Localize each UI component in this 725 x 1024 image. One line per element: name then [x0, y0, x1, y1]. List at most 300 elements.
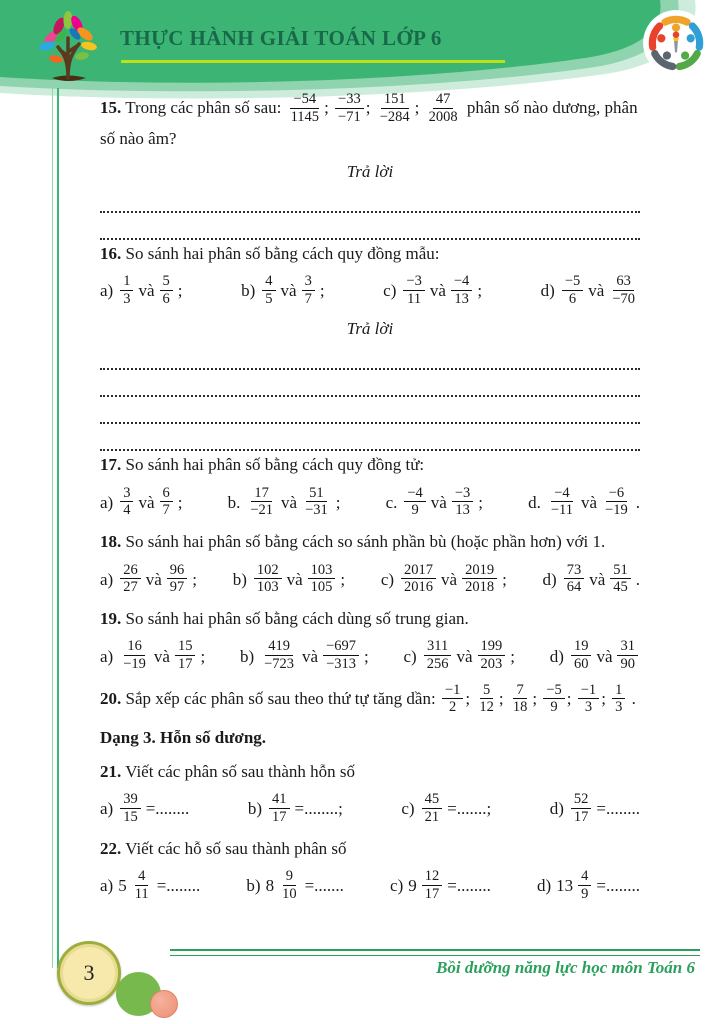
fraction: [424, 638, 452, 672]
option-label: a): [100, 799, 114, 819]
fraction: [426, 91, 461, 125]
fraction-numerator: 96: [167, 562, 188, 580]
fraction-denominator: 5: [265, 290, 273, 307]
option: [100, 639, 205, 673]
options-row: [100, 563, 640, 597]
text-run: So sánh hai phân số bằng cách quy đồng mẫu:: [125, 243, 440, 263]
fraction: [120, 638, 149, 672]
fraction-denominator: 7: [304, 290, 312, 307]
title-underline: [121, 60, 505, 63]
text-run: ;: [510, 646, 516, 666]
fraction-numerator: 5: [160, 273, 173, 291]
orange-circle-decoration: [150, 990, 178, 1018]
text-run: ;: [365, 98, 375, 118]
text-run: phân số nào dương, phân số nào âm?: [100, 98, 638, 149]
fraction-numerator: 52: [571, 791, 592, 809]
fraction-denominator: −31: [305, 502, 328, 519]
fraction-numerator: 6: [160, 485, 173, 503]
fraction-denominator: −11: [550, 502, 573, 519]
fraction-denominator: 7: [162, 502, 170, 519]
fraction-denominator: −723: [264, 656, 295, 673]
fraction-numerator: −4: [451, 273, 472, 291]
text-run: và: [138, 492, 155, 512]
option-label: b): [241, 281, 256, 301]
fraction-numerator: −5: [543, 682, 564, 700]
fraction-numerator: 3: [120, 485, 133, 503]
option-label: a): [100, 876, 114, 896]
text-run: và: [429, 281, 446, 301]
fraction-denominator: 6: [162, 290, 170, 307]
option-label: c): [390, 876, 404, 896]
fraction: [175, 638, 196, 672]
fraction: [578, 682, 599, 716]
fraction-denominator: 17: [573, 808, 589, 825]
fraction: [261, 638, 297, 672]
text-run: và: [138, 281, 155, 301]
text-run: ;: [465, 688, 475, 708]
fraction: [478, 638, 506, 672]
text-run: và: [596, 646, 613, 666]
fraction-numerator: 41: [269, 791, 290, 809]
fraction: [247, 485, 276, 519]
fraction-denominator: 9: [411, 502, 419, 519]
fraction-denominator: 2016: [404, 579, 434, 596]
content-area: [100, 92, 640, 912]
fraction-denominator: 9: [581, 885, 589, 902]
option: [541, 274, 640, 308]
exercise-paragraph: [100, 452, 640, 478]
fraction-numerator: 15: [175, 638, 196, 656]
option-label: c): [380, 569, 395, 589]
fraction: [269, 791, 290, 825]
fraction-denominator: 64: [566, 579, 582, 596]
text-run: ;: [414, 98, 424, 118]
options-row: [100, 486, 640, 520]
fraction: [422, 791, 443, 825]
text-run: và: [302, 646, 319, 666]
fraction: [617, 638, 638, 672]
fraction-numerator: −33: [335, 91, 364, 109]
option: [100, 274, 183, 308]
option-label: d): [540, 281, 555, 301]
fraction-numerator: 12: [422, 868, 443, 886]
exercise-paragraph: [100, 241, 640, 267]
fraction-denominator: 21: [424, 808, 440, 825]
fraction: [404, 485, 425, 519]
option: [401, 792, 491, 826]
text-run: =........: [156, 876, 201, 896]
fraction-numerator: 5: [480, 682, 493, 700]
option-label: d): [549, 799, 564, 819]
text-run: 8: [265, 876, 275, 896]
exercise-number: 17.: [100, 455, 122, 475]
exercise-paragraph: [100, 92, 640, 152]
fraction-denominator: −71: [338, 108, 361, 125]
fraction: [609, 273, 638, 307]
fraction: [571, 791, 592, 825]
option-label: b): [232, 569, 247, 589]
fraction: [167, 562, 188, 596]
fraction: [442, 682, 463, 716]
fraction-denominator: 60: [573, 656, 589, 673]
fraction-denominator: −21: [250, 502, 274, 519]
option-label: c): [383, 281, 397, 301]
text-run: So sánh hai phân số bằng cách so sánh phần bù (hoặc phần hơn) với 1.: [125, 532, 606, 552]
text-run: và: [456, 646, 473, 666]
fraction: [160, 485, 173, 519]
option-label: c): [401, 799, 415, 819]
text-run: .: [635, 569, 640, 589]
fraction-numerator: 51: [306, 485, 327, 503]
option-label: c): [403, 646, 417, 666]
option: [240, 639, 369, 673]
text-run: =.......;: [447, 799, 492, 819]
fraction-numerator: 2019: [462, 562, 497, 580]
fraction: [377, 91, 413, 125]
fraction-numerator: −4: [551, 485, 572, 503]
fraction-denominator: −19: [605, 502, 628, 519]
text-run: 5: [118, 876, 127, 896]
fraction-numerator: 151: [381, 91, 409, 109]
text-run: ;: [192, 569, 197, 589]
option: [100, 869, 200, 903]
page-number-badge: [57, 941, 121, 1005]
text-run: ;: [177, 492, 183, 512]
text-run: và: [280, 281, 297, 301]
fraction-numerator: 311: [424, 638, 451, 656]
fraction-denominator: 15: [123, 808, 138, 825]
fraction-numerator: 3: [302, 273, 315, 291]
fraction-denominator: 17: [272, 808, 287, 825]
fraction: [132, 868, 152, 902]
fraction-denominator: 2008: [428, 108, 458, 125]
fraction: [451, 273, 472, 307]
option: [390, 869, 491, 903]
text-run: ;: [340, 569, 346, 589]
text-run: 9: [408, 876, 417, 896]
option-label: b): [239, 646, 255, 666]
fraction-numerator: 51: [610, 562, 631, 580]
text-run: và: [430, 492, 447, 512]
fraction-denominator: 11: [407, 290, 422, 307]
fraction-numerator: −6: [606, 485, 627, 503]
option: [241, 274, 324, 308]
text-run: ;: [498, 688, 508, 708]
option-label: b): [246, 876, 261, 896]
fraction: [510, 682, 531, 716]
fraction-denominator: 90: [620, 656, 635, 673]
fraction-numerator: −697: [323, 638, 359, 656]
fraction-denominator: 3: [584, 699, 593, 716]
dotted-answer-line: [100, 187, 640, 213]
fraction-denominator: 3: [615, 699, 623, 716]
answer-label: Trả lời: [346, 319, 394, 339]
fraction-numerator: 419: [265, 638, 293, 656]
dotted-answer-line: [100, 214, 640, 240]
fraction: [160, 273, 173, 307]
option-label: d.: [528, 492, 541, 512]
fraction-numerator: 1: [612, 682, 625, 700]
fraction: [323, 638, 359, 672]
option: [248, 792, 343, 826]
text-run: và: [286, 569, 303, 589]
option-label: c.: [385, 492, 398, 512]
fraction-denominator: −19: [123, 656, 146, 673]
option-label: b): [247, 799, 263, 819]
exercise-paragraph: [100, 529, 640, 555]
fraction: [610, 562, 631, 596]
fraction: [120, 273, 133, 307]
text-run: Viết các phân số sau thành hỗn số: [125, 761, 356, 781]
fraction-numerator: 4: [135, 868, 148, 886]
fraction: [279, 868, 300, 902]
fraction-numerator: −4: [404, 485, 425, 503]
footer-book-title: Bồi dưỡng năng lực học môn Toán 6: [436, 958, 695, 977]
fraction: [335, 91, 364, 125]
fraction-denominator: 97: [169, 579, 185, 596]
fraction-numerator: −1: [442, 682, 463, 700]
fraction: [262, 273, 275, 307]
fraction: [602, 485, 631, 519]
fraction-numerator: 19: [571, 638, 592, 656]
fraction-numerator: 26: [120, 562, 141, 580]
fraction-denominator: 18: [512, 699, 528, 716]
exercise-number: 15.: [100, 98, 122, 118]
option: [233, 563, 345, 597]
fraction: [543, 682, 564, 716]
options-row: [100, 274, 640, 308]
fraction: [302, 273, 315, 307]
fraction-numerator: 17: [251, 485, 272, 503]
fraction-numerator: 73: [564, 562, 585, 580]
fraction: [120, 485, 133, 519]
fraction-numerator: −3: [403, 273, 424, 291]
fraction: [308, 562, 336, 596]
dotted-answer-line: [100, 425, 640, 451]
fraction-numerator: 7: [513, 682, 526, 700]
text-run: và: [589, 569, 606, 589]
exercise-number: 20.: [100, 688, 122, 708]
option: [404, 639, 516, 673]
text-run: ;: [532, 688, 542, 708]
fraction-denominator: 3: [123, 290, 131, 307]
fraction: [548, 485, 576, 519]
option: [100, 792, 189, 826]
option: [550, 639, 640, 673]
fraction-denominator: 45: [613, 579, 628, 596]
fraction: [612, 682, 625, 716]
fraction-denominator: 1145: [290, 108, 320, 125]
fraction-denominator: −313: [326, 656, 357, 673]
text-run: ;: [566, 688, 576, 708]
text-run: và: [281, 492, 298, 512]
text-run: .: [635, 492, 640, 512]
fraction: [422, 868, 443, 902]
fraction-numerator: −1: [578, 682, 599, 700]
option: [386, 486, 483, 520]
fraction-numerator: 2017: [401, 562, 436, 580]
fraction-numerator: −3: [452, 485, 473, 503]
text-run: =.......: [304, 876, 344, 896]
text-run: Sắp xếp các phân số sau theo thứ tự tăng dần:: [125, 688, 440, 708]
fraction-denominator: −70: [612, 290, 635, 307]
dotted-answer-line: [100, 344, 640, 370]
fraction-numerator: −54: [290, 91, 319, 109]
text-run: ;: [478, 492, 484, 512]
fraction-numerator: 9: [283, 868, 296, 886]
option-label: d): [542, 569, 557, 589]
fraction: [452, 485, 473, 519]
section-heading: Dạng 3. Hỗn số dương.: [100, 728, 267, 748]
fraction-denominator: 27: [123, 579, 138, 596]
fraction-denominator: 105: [310, 579, 333, 596]
text-run: ;: [335, 492, 341, 512]
text-run: và: [153, 646, 170, 666]
fraction-denominator: 6: [568, 290, 577, 307]
dotted-answer-line: [100, 371, 640, 397]
exercise-paragraph: [100, 836, 640, 862]
page-title: THỰC HÀNH GIẢI TOÁN LỚP 6: [120, 26, 442, 50]
text-run: So sánh hai phân số bằng cách dùng số trung gian.: [125, 608, 469, 628]
left-margin-rule: [52, 88, 59, 968]
option-label: d): [549, 646, 564, 666]
fraction-denominator: 17: [424, 885, 440, 902]
text-run: =........: [596, 876, 640, 896]
fraction: [562, 273, 583, 307]
text-run: =........: [447, 876, 491, 896]
option-label: a): [100, 569, 114, 589]
option: [537, 869, 640, 903]
fraction-numerator: 39: [120, 791, 141, 809]
fraction-denominator: 12: [479, 699, 494, 716]
option-label: d): [536, 876, 552, 896]
fraction-denominator: 256: [426, 656, 449, 673]
fraction: [120, 791, 141, 825]
exercise-number: 16.: [100, 243, 122, 263]
option: [100, 563, 197, 597]
fraction: [288, 91, 322, 125]
option: [383, 274, 482, 308]
fraction-denominator: 203: [480, 656, 503, 673]
text-run: =........: [145, 799, 190, 819]
fraction-denominator: 2: [449, 699, 457, 716]
fraction-denominator: 9: [550, 699, 558, 716]
fraction: [564, 562, 585, 596]
text-run: ;: [601, 688, 611, 708]
fraction-numerator: 1: [120, 273, 133, 291]
text-run: ;: [477, 281, 483, 301]
fraction: [403, 273, 424, 307]
option: [543, 563, 640, 597]
fraction-numerator: 47: [433, 91, 454, 109]
fraction-numerator: 45: [422, 791, 443, 809]
text-run: ;: [177, 281, 183, 301]
option-label: a): [100, 281, 114, 301]
option: [528, 486, 640, 520]
fraction-denominator: 17: [177, 656, 193, 673]
text-run: ;: [364, 646, 369, 666]
fraction: [476, 682, 497, 716]
tree-logo-icon: [26, 4, 110, 82]
text-run: .: [627, 688, 636, 708]
fraction: [462, 562, 497, 596]
options-row: [100, 869, 640, 903]
fraction: [578, 868, 591, 902]
text-run: ;: [502, 569, 507, 589]
footer-rule: [170, 949, 700, 956]
text-run: và: [441, 569, 458, 589]
fraction-numerator: 199: [478, 638, 506, 656]
fraction-denominator: 10: [282, 885, 297, 902]
community-emblem-icon: [641, 6, 711, 76]
fraction-denominator: 13: [454, 290, 469, 307]
fraction-numerator: 102: [254, 562, 282, 580]
fraction-numerator: 4: [262, 273, 275, 291]
option-label: a): [100, 646, 114, 666]
dotted-answer-line: [100, 398, 640, 424]
fraction-denominator: 4: [123, 502, 131, 519]
fraction: [254, 562, 282, 596]
fraction-denominator: 11: [134, 885, 149, 902]
text-run: và: [588, 281, 605, 301]
options-row: [100, 639, 640, 673]
text-run: =........: [596, 799, 640, 819]
exercise-number: 19.: [100, 608, 122, 628]
fraction-denominator: 2018: [465, 579, 495, 596]
fraction: [120, 562, 141, 596]
fraction: [571, 638, 592, 672]
text-run: và: [580, 492, 598, 512]
exercise-paragraph: [100, 759, 640, 785]
fraction-denominator: −284: [379, 108, 410, 125]
fraction-denominator: 13: [455, 502, 470, 519]
text-run: Viết các hỗ số sau thành phân số: [125, 838, 347, 858]
fraction-numerator: 63: [613, 273, 634, 291]
text-run: 13: [556, 876, 574, 896]
exercise-number: 21.: [100, 761, 122, 781]
option: [100, 486, 183, 520]
option-label: a): [100, 492, 114, 512]
fraction-numerator: 31: [617, 638, 638, 656]
option: [228, 486, 341, 520]
fraction-numerator: 16: [124, 638, 145, 656]
text-run: =........;: [294, 799, 343, 819]
text-run: Trong các phân số sau:: [125, 98, 286, 118]
exercise-paragraph: [100, 606, 640, 632]
text-run: ;: [319, 281, 325, 301]
text-run: ;: [324, 98, 334, 118]
text-run: ;: [200, 646, 206, 666]
option: [246, 869, 344, 903]
page-number: 3: [83, 960, 95, 985]
fraction: [302, 485, 331, 519]
text-run: So sánh hai phân số bằng cách quy đồng tử:: [125, 455, 425, 475]
option: [381, 563, 507, 597]
text-run: và: [145, 569, 162, 589]
option: [550, 792, 640, 826]
options-row: [100, 792, 640, 826]
fraction-denominator: 103: [256, 579, 279, 596]
answer-label: Trả lời: [346, 161, 394, 181]
option-label: b.: [227, 492, 241, 512]
fraction: [401, 562, 436, 596]
exercise-paragraph: [100, 683, 640, 717]
fraction-numerator: 103: [308, 562, 336, 580]
fraction-numerator: −5: [562, 273, 583, 291]
exercise-number: 22.: [100, 838, 122, 858]
exercise-number: 18.: [100, 532, 122, 552]
fraction-numerator: 4: [578, 868, 591, 886]
